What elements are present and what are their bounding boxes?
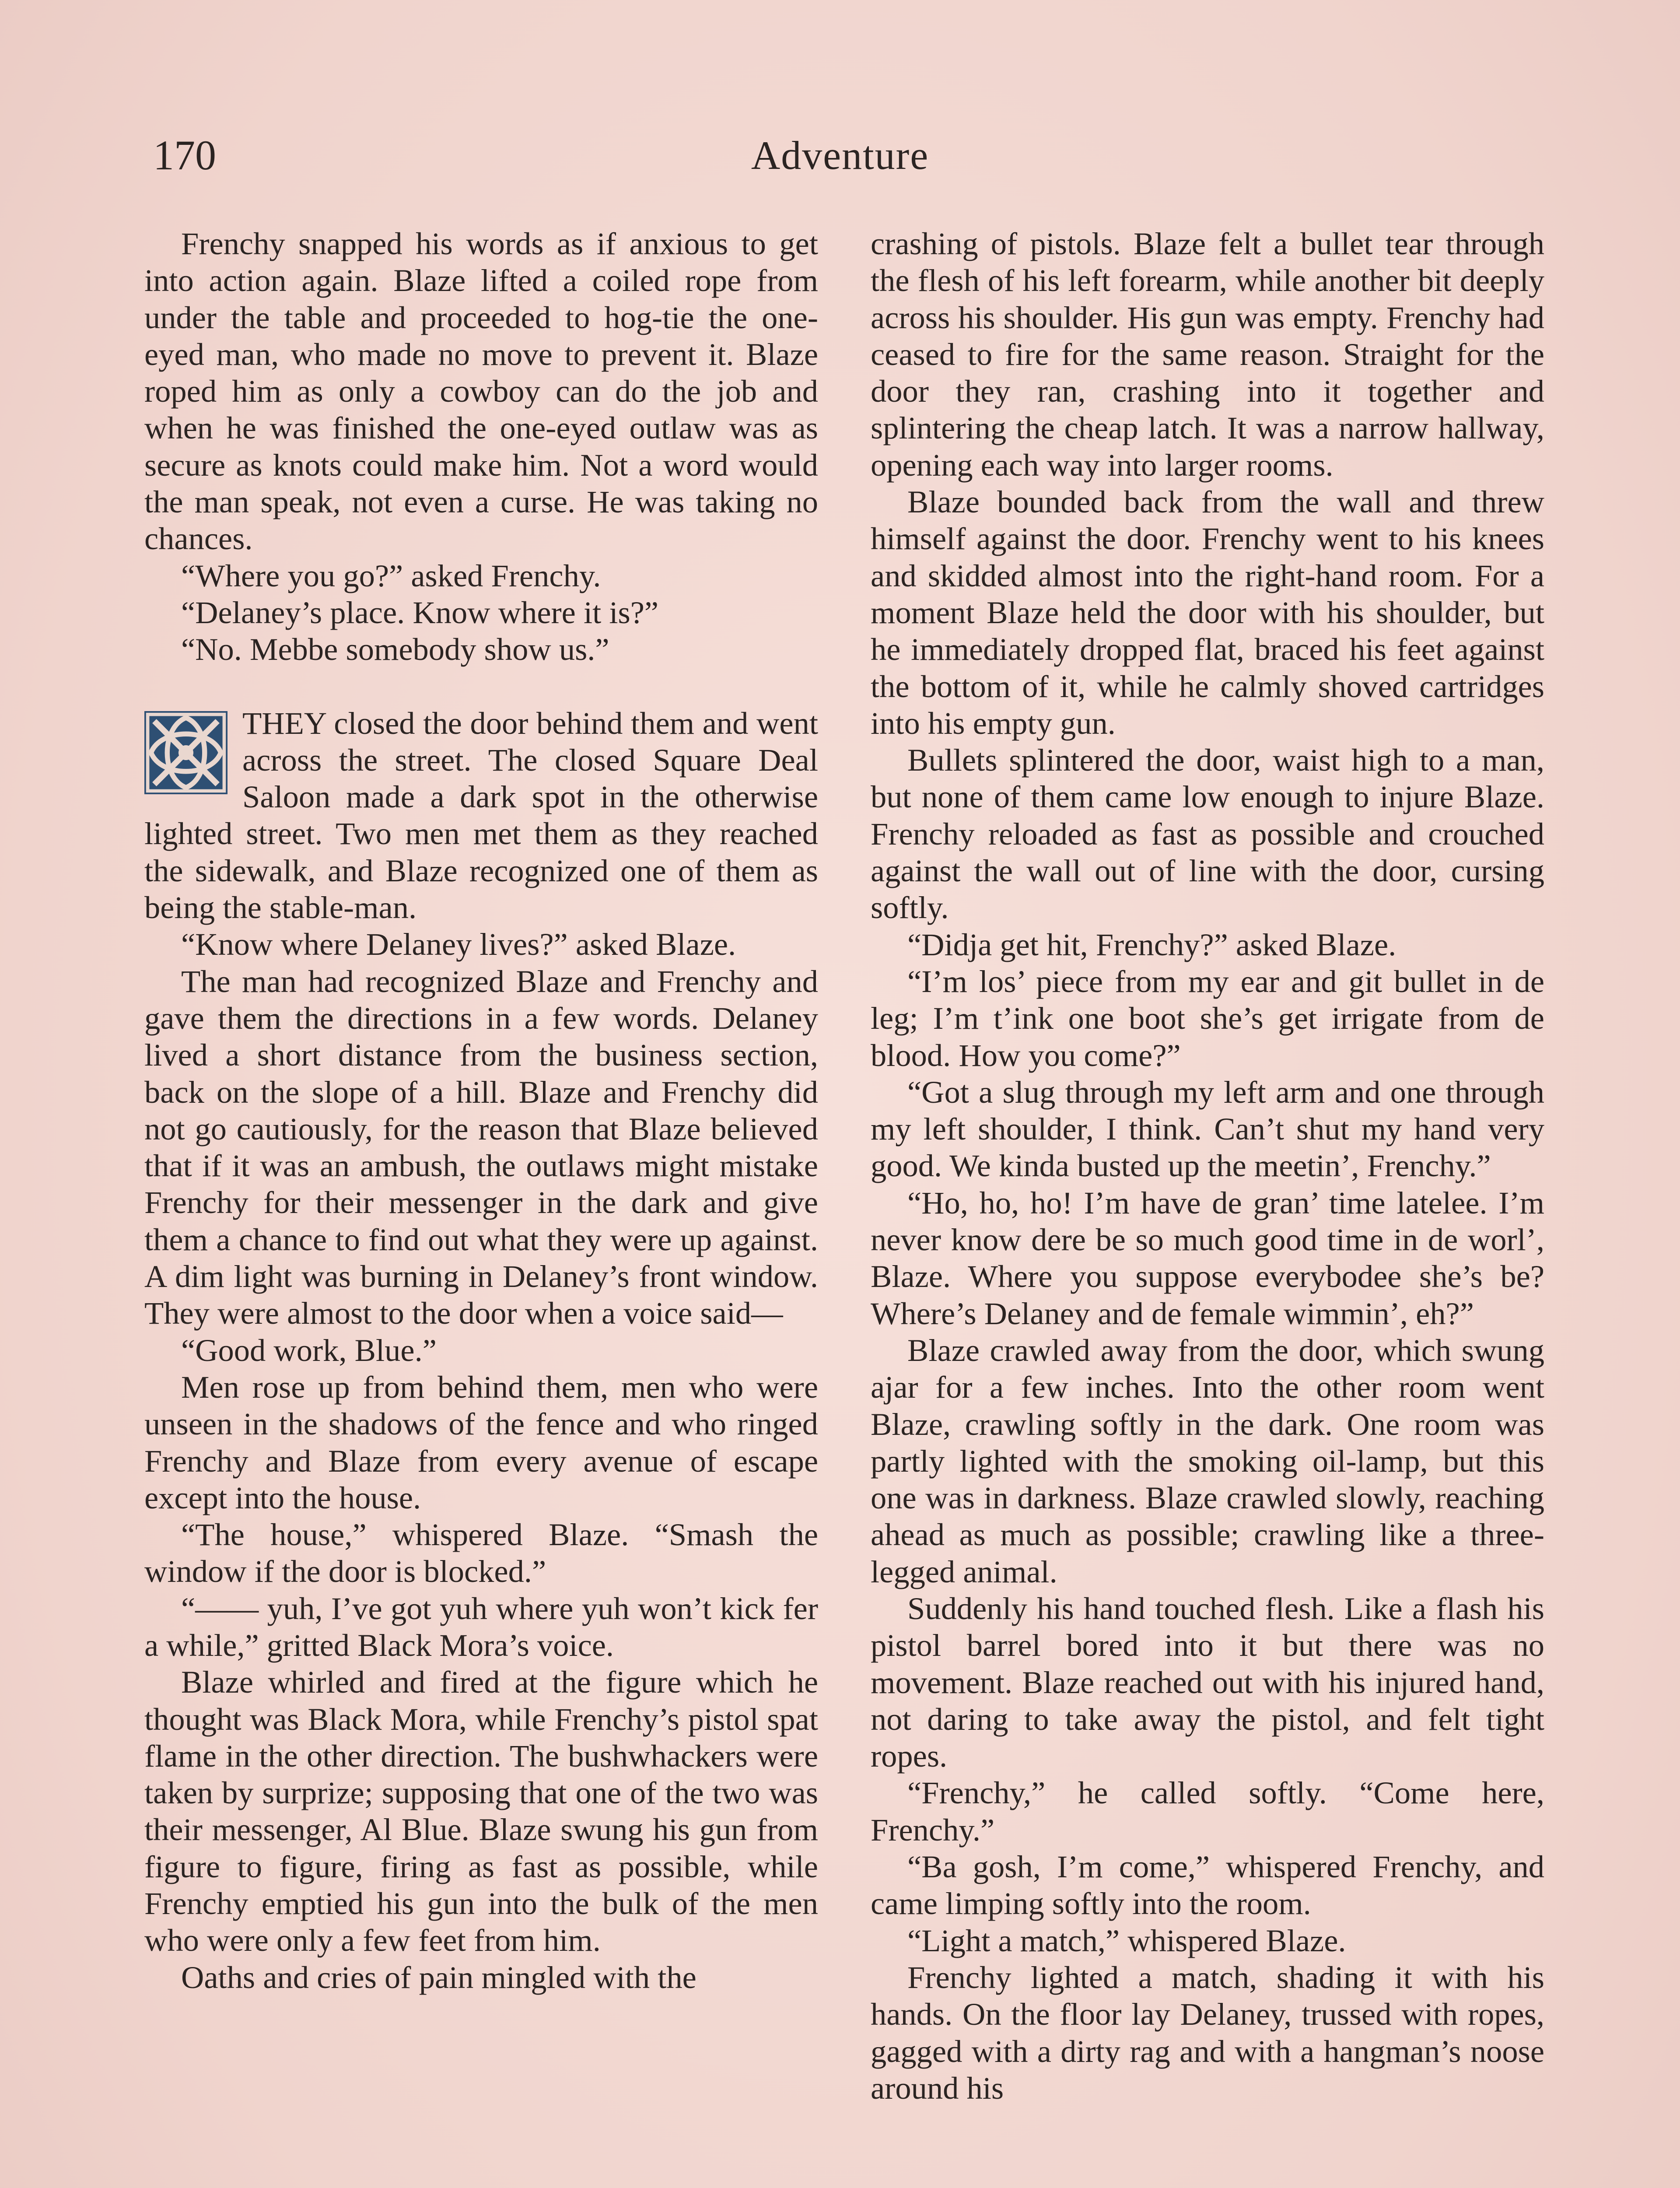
paragraph: Frenchy lighted a match, shading it with his hands. On the floor lay Delaney, trussed with ropes, gagged with a dirty rag and with a hangman’s noose around his xyxy=(871,1959,1544,2106)
paragraph: “Delaney’s place. Know where it is?” xyxy=(181,594,659,630)
paragraph: Blaze whirled and fired at the figure which he thought was Black Mora, while Frenchy’s pistol spat flame in the other direction. The bushwhackers were taken by surprize; supposing that one of the two was their messenger, Al Blue. Blaze swung his gun from figure to figure, firing as fast as possible, while Frenchy emptied his gun into the bulk of the men who were only a few feet from him. xyxy=(144,1664,818,1958)
paragraph: “Where you go?” asked Frenchy. xyxy=(181,558,601,593)
paragraph: Bullets splintered the door, waist high to a man, but none of them came low enough to injure Blaze. Frenchy reloaded as fast as possible and crouched against the wall out of line with the door, cursing softly. xyxy=(871,742,1544,926)
paragraph: The man had recognized Blaze and Frenchy and gave them the directions in a few words. Delaney lived a short distance from the business section, back on the slope of a hill. Blaze and Frenchy did not go cautiously, for the reason that Blaze believed that if it was an ambush, the outlaws might mistake Frenchy for their messenger in the dark and give them a chance to find out what they were up against. A dim light was burning in Delaney’s front window. They were almost to the door when a voice said— xyxy=(144,963,818,1331)
paragraph: “Frenchy,” he called softly. “Come here, Frenchy.” xyxy=(871,1775,1544,1848)
paragraph: “Got a slug through my left arm and one through my left shoulder, I think. Can’t shut my hand very good. We kinda busted up the meetin’, Frenchy.” xyxy=(871,1074,1544,1184)
paragraph: Frenchy snapped his words as if anxious to get into action again. Blaze lifted a coiled rope from under the table and proceeded to hog-tie the one-eyed man, who made no move to prevent it. Blaze roped him as only a cowboy can do the job and when he was finished the one-eyed outlaw was as secure as knots could make him. Not a word would the man speak, not even a curse. He was taking no chances. xyxy=(144,226,818,557)
continued-paragraph: crashing of pistols. Blaze felt a bullet tear through the flesh of his left forearm, while another bit deeply across his shoulder. His gun was empty. Frenchy had ceased to fire for the same reason. Straight for the door they ran, crashing into it together and splintering the cheap latch. It was a narrow hallway, opening each way into larger rooms. xyxy=(871,226,1544,483)
paragraph: “Ho, ho, ho! I’m have de gran’ time latelee. I’m never know dere be so much good time in de worl’, Blaze. Where you suppose everybodee she’s be? Where’s Delaney and de female wimmin’, eh?” xyxy=(871,1185,1544,1331)
paragraph: “Know where Delaney lives?” asked Blaze. xyxy=(181,926,736,962)
right-column xyxy=(871,225,1544,2188)
paragraph: “—— yuh, I’ve got yuh where yuh won’t kick fer a while,” gritted Black Mora’s voice. xyxy=(144,1590,818,1663)
running-title: Adventure xyxy=(751,133,929,178)
left-column xyxy=(144,225,818,2188)
section-break xyxy=(144,668,818,705)
paragraph: Blaze crawled away from the door, which swung ajar for a few inches. Into the other room went Blaze, crawling softly in the dark. One room was partly lighted with the smoking oil-lamp, but this one was in darkness. Blaze crawled slowly, reaching ahead as much as possible; crawling like a three-legged animal. xyxy=(871,1332,1544,1589)
ornament-graphic xyxy=(144,711,228,794)
paragraph: “I’m los’ piece from my ear and git bullet in de leg; I’m t’ink one boot she’s get irrigate from de blood. How you come?” xyxy=(871,963,1544,1073)
celtic-knot-ornament-icon xyxy=(144,711,228,794)
page-number: 170 xyxy=(153,132,216,179)
paragraph: Oaths and cries of pain mingled with the xyxy=(181,1959,696,1995)
paragraph: “The house,” whispered Blaze. “Smash the window if the door is blocked.” xyxy=(144,1517,818,1589)
paragraph: Suddenly his hand touched flesh. Like a flash his pistol barrel bored into it but there was no movement. Blaze reached out with his injured hand, not daring to take away the pistol, and felt tight ropes. xyxy=(871,1590,1544,1774)
section-start xyxy=(144,705,818,926)
text-columns xyxy=(144,225,1544,2188)
page-header xyxy=(153,131,1527,179)
paragraph: “Ba gosh, I’m come,” whispered Frenchy, and came limping softly into the room. xyxy=(871,1849,1544,1922)
paragraph: Men rose up from behind them, men who were unseen in the shadows of the fence and who ringed Frenchy and Blaze from every avenue of escape except into the house. xyxy=(144,1369,818,1515)
paragraph: Blaze bounded back from the wall and threw himself against the door. Frenchy went to his knees and skidded almost into the right-hand room. For a moment Blaze held the door with his shoulder, but he immediately dropped flat, braced his feet against the bottom of it, while he calmly shoved cartridges into his empty gun. xyxy=(871,484,1544,741)
paragraph: “Didja get hit, Frenchy?” asked Blaze. xyxy=(907,926,1396,962)
paragraph: “No. Mebbe somebody show us.” xyxy=(181,631,609,667)
section-opening-paragraph: THEY closed the door behind them and went across the street. The closed Square Deal Saloon made a dark spot in the otherwise lighted street. Two men met them as they reached the sidewalk, and Blaze recognized one of them as being the stable-man. xyxy=(144,705,818,926)
paragraph: “Light a match,” whispered Blaze. xyxy=(907,1922,1346,1958)
paragraph: “Good work, Blue.” xyxy=(181,1332,437,1368)
